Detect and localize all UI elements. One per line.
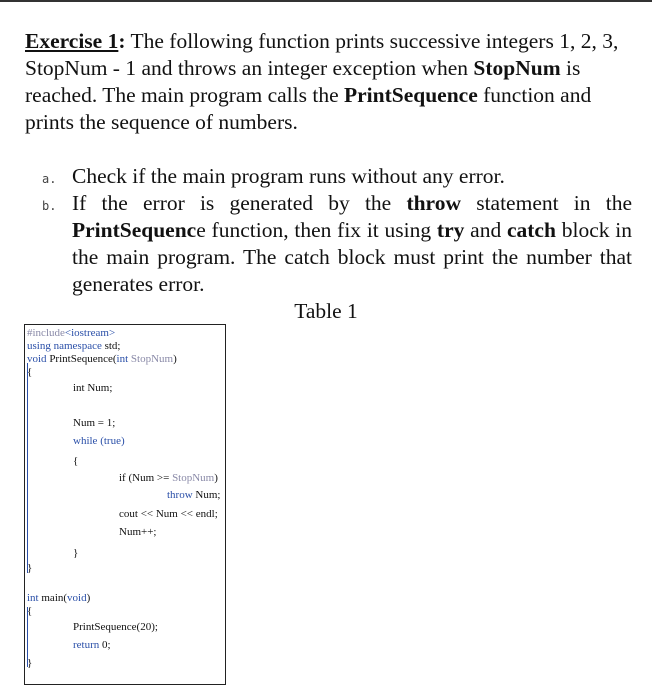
intro-text-3: function and prints the sequence of numbers. [25, 83, 592, 134]
code-line-main-close: } [27, 657, 33, 669]
task-b-text-2: statement in the [461, 191, 632, 215]
code-line-init: Num = 1; [73, 417, 116, 429]
task-b-text-5: block in the main program. The catch block must print the number that generates error. [72, 218, 632, 296]
top-border-rule [0, 0, 652, 2]
intro-text-2: is reached. The main program calls the [25, 56, 581, 107]
code-line-call: PrintSequence(20); [73, 621, 158, 633]
task-b-text-4: and [464, 218, 507, 242]
code-line-using: using namespace std; [27, 340, 121, 352]
task-b-bold-catch: catch [506, 218, 556, 242]
code-line-while-close: } [73, 547, 79, 559]
code-line-throw: throw Num; [167, 489, 221, 501]
table-caption: Table 1 [294, 299, 358, 323]
task-b-text-3: e function, then fix it using [196, 218, 437, 242]
code-line-main-open: { [27, 605, 33, 617]
task-a-text: Check if the main program runs without any error. [72, 164, 505, 188]
code-line-func-signature: void PrintSequence(int StopNum) [27, 353, 177, 365]
task-list [42, 163, 632, 298]
code-line-if: if (Num >= StopNum) [119, 472, 218, 484]
task-b-bold-throw: throw [406, 191, 461, 215]
task-a [42, 163, 632, 190]
task-b [42, 190, 632, 298]
code-line-decl: int Num; [73, 382, 113, 394]
code-line-main-signature: int main(void) [27, 592, 91, 604]
task-b-bold-printsequence: PrintSequenc [72, 218, 197, 242]
code-line-func-open: { [27, 366, 33, 378]
code-line-increment: Num++; [119, 526, 157, 538]
code-line-func-close: } [27, 562, 33, 574]
code-line-cout: cout << Num << endl; [119, 508, 218, 520]
code-line-while-open: { [73, 455, 79, 467]
intro-bold-printsequence: PrintSequence [343, 83, 478, 107]
task-b-marker: b. [42, 199, 57, 213]
code-line-while: while (true) [73, 435, 125, 447]
task-b-text-1: If the error is generated by the [72, 191, 407, 215]
exercise-colon: : [118, 29, 126, 53]
exercise-title: Exercise 1 [25, 29, 119, 53]
code-line-include: #include<iostream> [27, 327, 116, 339]
intro-text-1: The following function prints successive integers 1, 2, 3, StopNum - 1 and throws an integer exception when [25, 29, 619, 80]
code-line-return: return 0; [73, 639, 111, 651]
code-listing-box [24, 324, 226, 685]
exercise-intro [25, 28, 640, 136]
intro-bold-stopnum: StopNum [473, 56, 561, 80]
code-indent-guide-func [27, 363, 28, 573]
task-b-bold-try: try [436, 218, 465, 242]
task-a-marker: a. [42, 172, 57, 186]
